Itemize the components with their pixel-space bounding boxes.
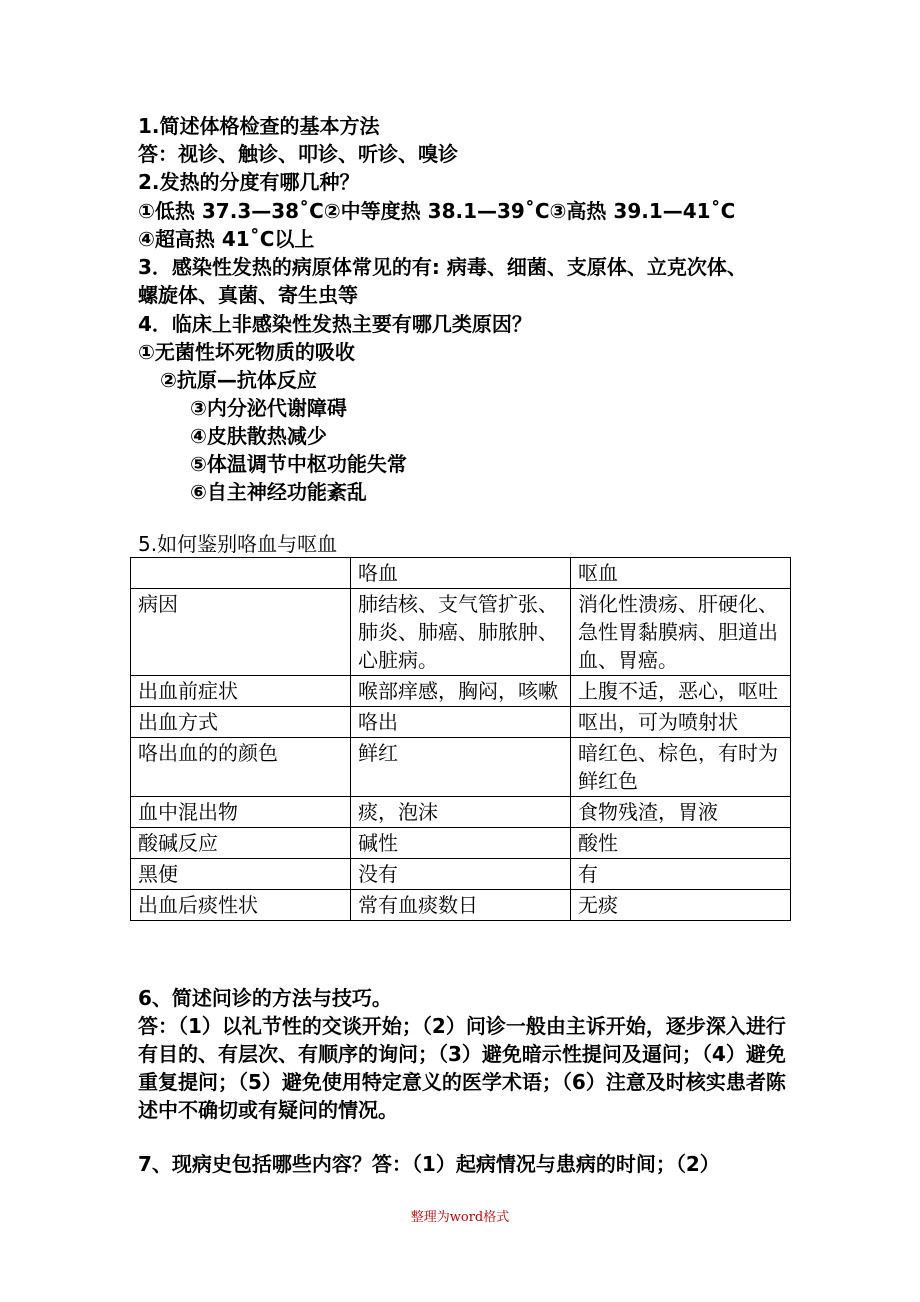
q2-title: 2.发热的分度有哪几种？ [138,170,360,194]
table-row [131,707,791,738]
table-cell: 酸碱反应 [131,828,351,859]
table-cell: 有 [571,859,791,890]
table-cell: 常有血痰数日 [351,890,571,921]
q2-line2: ④超高热 41˚C以上 [138,227,315,251]
table-cell: 没有 [351,859,571,890]
q4-item-6: ⑥自主神经功能紊乱 [190,480,367,504]
q1-answer: 答：视诊、触诊、叩诊、听诊、嗅诊 [138,142,458,166]
q3-line2: 螺旋体、真菌、寄生虫等 [138,283,358,307]
table-cell: 鲜红 [351,738,571,797]
comparison-table [130,557,791,921]
q2-line1: ①低热 37.3—38˚C②中等度热 38.1—39˚C③高热 39.1—41˚C [138,199,736,223]
q1-title: 1.简述体格检查的基本方法 [138,114,380,138]
page-footer: 整理为word格式 [410,1210,510,1225]
q4-item-3: ③内分泌代谢障碍 [190,396,347,420]
table-cell: 喉部痒感，胸闷，咳嗽 [351,676,571,707]
table-cell: 上腹不适，恶心，呕吐 [571,676,791,707]
table-row [131,589,791,676]
table-cell: 无痰 [571,890,791,921]
table-cell: 咯出血的的颜色 [131,738,351,797]
table-row [131,890,791,921]
q6-title: 6、简述问诊的方法与技巧。 [138,986,392,1010]
q4-title: 4．临床上非感染性发热主要有哪几类原因？ [138,312,532,336]
table-cell: 呕出，可为喷射状 [571,707,791,738]
q4-item-2: ②抗原—抗体反应 [160,368,317,392]
table-cell: 出血方式 [131,707,351,738]
table-header-cell: 呕血 [571,558,791,589]
table-cell: 消化性溃疡、肝硬化、急性胃黏膜病、胆道出血、胃癌。 [571,589,791,676]
table-cell: 食物残渣，胃液 [571,797,791,828]
q7-line: 7、现病史包括哪些内容？答：（1）起病情况与患病的时间；（2） [138,1152,720,1176]
table-row [131,797,791,828]
table-cell: 出血前症状 [131,676,351,707]
table-row [131,738,791,797]
table-cell: 黑便 [131,859,351,890]
table-cell: 酸性 [571,828,791,859]
table-cell: 碱性 [351,828,571,859]
q5-title: 5.如何鉴别咯血与呕血 [138,532,338,556]
table-row [131,828,791,859]
table-header-cell: 咯血 [351,558,571,589]
table-cell: 暗红色、棕色，有时为鲜红色 [571,738,791,797]
table-cell: 出血后痰性状 [131,890,351,921]
table-row [131,676,791,707]
q3-line1: 3．感染性发热的病原体常见的有: 病毒、细菌、支原体、立克次体、 [138,255,747,279]
table-cell: 痰，泡沫 [351,797,571,828]
table-cell: 咯出 [351,707,571,738]
table-header-cell [131,558,351,589]
table-header-row [131,558,791,589]
q4-item-4: ④皮肤散热减少 [190,424,327,448]
q4-item-1: ①无菌性坏死物质的吸收 [138,340,355,364]
table-cell: 肺结核、支气管扩张、肺炎、肺癌、肺脓肿、心脏病。 [351,589,571,676]
table-cell: 病因 [131,589,351,676]
q4-item-5: ⑤体温调节中枢功能失常 [190,452,407,476]
table-row [131,859,791,890]
q6-answer: 答：（1）以礼节性的交谈开始；（2）问诊一般由主诉开始，逐步深入进行有目的、有层次、有顺序的询问；（3）避免暗示性提问及逼问；（4）避免重复提问；（5）避免使用特定意义的医学术语；（6）注意及时核实患者陈述中不确切或有疑问的情况。 [138,1014,786,1122]
table-cell: 血中混出物 [131,797,351,828]
